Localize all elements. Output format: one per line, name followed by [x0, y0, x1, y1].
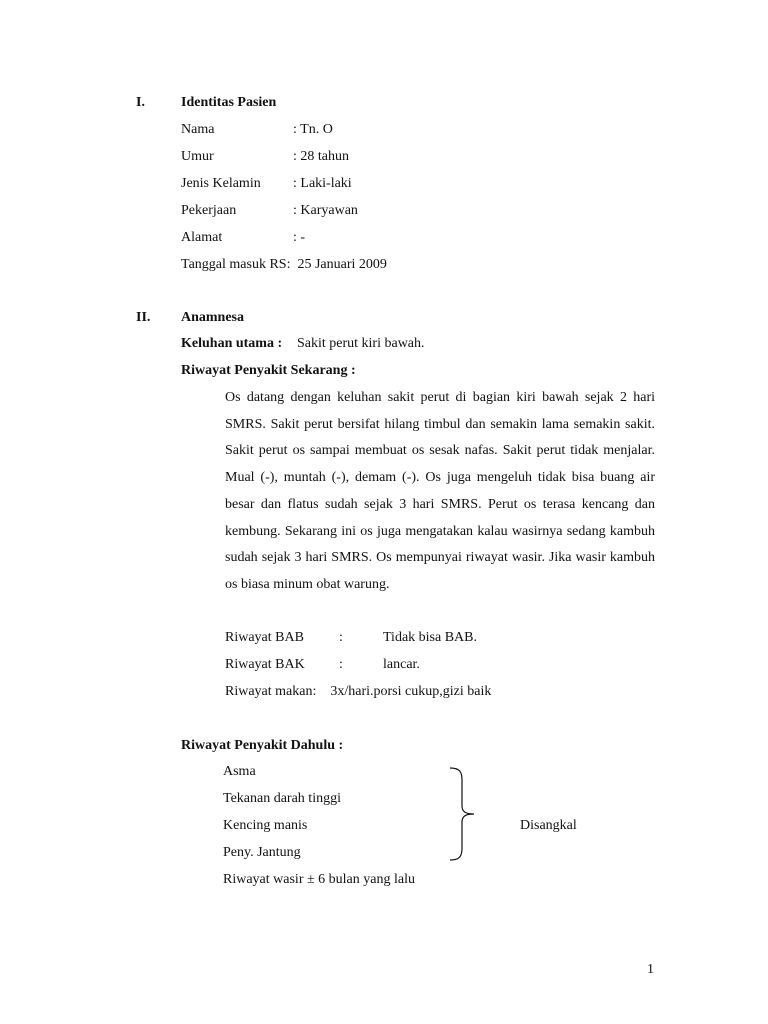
past-item-asma: Asma	[223, 764, 256, 779]
past-item-diabetes: Kencing manis	[223, 818, 308, 833]
bak-label: Riwayat BAK	[225, 657, 305, 672]
page-number: 1	[647, 962, 654, 977]
field-label-nama: Nama	[181, 122, 215, 137]
section-2-heading: Anamnesa	[181, 310, 245, 325]
chief-complaint-label: Keluhan utama :	[181, 336, 283, 351]
section-1-heading: Identitas Pasien	[181, 95, 277, 110]
past-item-jantung: Peny. Jantung	[223, 845, 301, 860]
field-value-jenis-kelamin: : Laki-laki	[293, 176, 352, 191]
field-label-alamat: Alamat	[181, 230, 223, 245]
field-value-alamat: : -	[293, 230, 306, 245]
field-label-pekerjaan: Pekerjaan	[181, 203, 237, 218]
bab-separator: :	[339, 630, 343, 645]
past-history-label: Riwayat Penyakit Dahulu :	[181, 738, 344, 753]
right-brace	[448, 766, 478, 862]
field-value-umur: : 28 tahun	[293, 149, 349, 164]
diet-history: Riwayat makan: 3x/hari.porsi cukup,gizi baik	[225, 684, 492, 699]
section-2-numeral: II.	[136, 310, 151, 325]
bak-separator: :	[339, 657, 343, 672]
field-label-jenis-kelamin: Jenis Kelamin	[181, 176, 261, 191]
chief-complaint-value: Sakit perut kiri bawah.	[297, 336, 425, 351]
hemorrhoid-history: Riwayat wasir ± 6 bulan yang lalu	[223, 872, 415, 887]
field-label-umur: Umur	[181, 149, 214, 164]
bab-value: Tidak bisa BAB.	[383, 630, 478, 645]
past-items-status: Disangkal	[520, 818, 577, 833]
current-history-text: Os datang dengan keluhan sakit perut di bagian kiri bawah sejak 2 hari SMRS. Sakit perut bersifat hilang timbul dan semakin lama semakin sakit. Sakit perut os sampai membuat os sesak nafas. Sakit perut tidak menjalar. Mual (-), muntah (-), demam (-). Os juga mengeluh tidak bisa buang air besar dan flatus sudah sejak 3 hari SMRS. Perut os terasa kencang dan kembung. Sekarang ini os juga mengatakan kalau wasirnya sedang kambuh sudah sejak 3 hari SMRS. Os mempunyai riwayat wasir. Jika wasir kambuh os biasa minum obat warung.	[225, 390, 655, 592]
section-1-numeral: I.	[136, 95, 145, 110]
admission-date: Tanggal masuk RS: 25 Januari 2009	[181, 257, 387, 272]
past-item-hipertensi: Tekanan darah tinggi	[223, 791, 341, 806]
bak-value: lancar.	[383, 657, 420, 672]
field-value-nama: : Tn. O	[293, 122, 333, 137]
bab-label: Riwayat BAB	[225, 630, 304, 645]
field-value-pekerjaan: : Karyawan	[293, 203, 358, 218]
current-history-label: Riwayat Penyakit Sekarang :	[181, 363, 356, 378]
